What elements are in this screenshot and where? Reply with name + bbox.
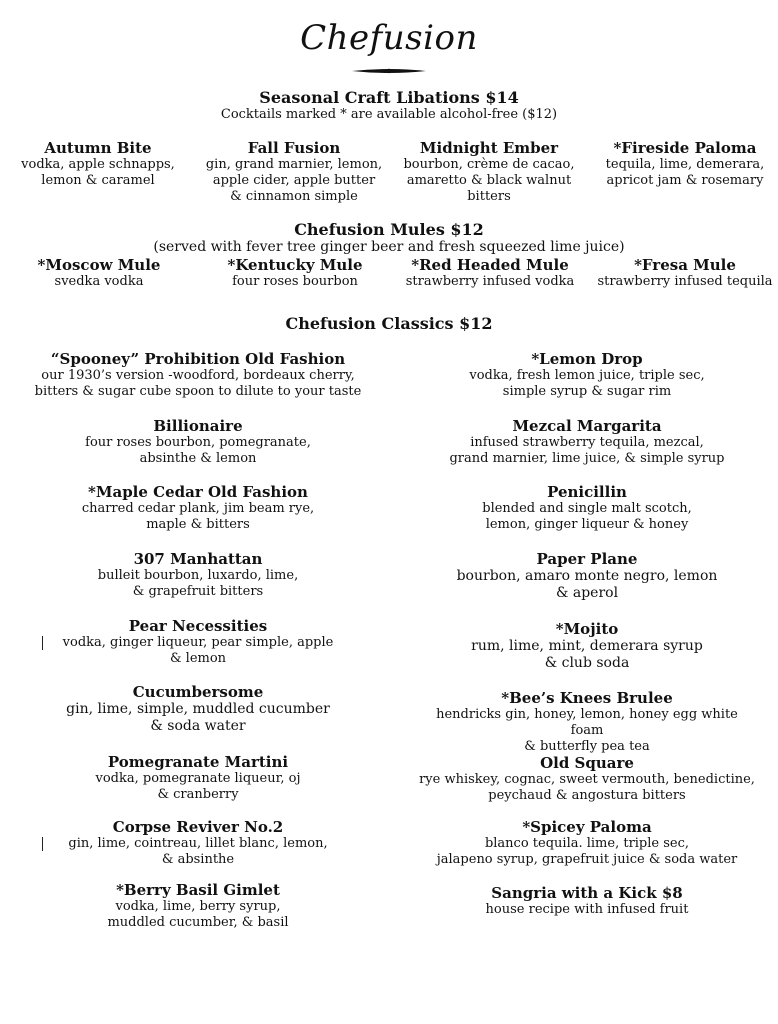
item-name: Corpse Reviver No.2 bbox=[112, 818, 284, 836]
item-desc: maple & bitters bbox=[146, 517, 250, 532]
item-desc: lemon, ginger liqueur & honey bbox=[485, 517, 689, 532]
item-name: *Red Headed Mule bbox=[411, 256, 569, 274]
item-desc: vodka, ginger liqueur, pear simple, apple bbox=[62, 635, 334, 650]
item-desc: jalapeno syrup, grapefruit juice & soda water bbox=[436, 852, 738, 867]
item-name: Midnight Ember bbox=[419, 139, 559, 157]
item-desc: amaretto & black walnut bbox=[406, 173, 572, 188]
item-desc: hendricks gin, honey, lemon, honey egg white foam bbox=[436, 707, 738, 738]
menu-item-bees-knees-brulee bbox=[418, 689, 756, 755]
menu-item-spicey-paloma bbox=[418, 818, 756, 868]
item-name: *Lemon Drop bbox=[531, 350, 643, 368]
item-desc: blanco tequila. lime, triple sec, bbox=[484, 836, 690, 851]
item-desc: vodka, apple schnapps, bbox=[21, 157, 175, 172]
menu-item-lemon-drop bbox=[418, 350, 756, 400]
menu-item-fresa-mule bbox=[597, 256, 773, 290]
item-name: *Moscow Mule bbox=[37, 256, 161, 274]
menu-item-midnight-ember bbox=[400, 139, 578, 205]
item-desc: simple syrup & sugar rim bbox=[502, 384, 672, 399]
item-desc: strawberry infused tequila bbox=[597, 274, 773, 289]
item-desc: gin, lime, simple, muddled cucumber bbox=[66, 701, 330, 717]
item-desc: & cinnamon simple bbox=[230, 189, 358, 204]
menu-item-red-headed-mule bbox=[400, 256, 580, 290]
item-desc: & lemon bbox=[169, 651, 227, 666]
item-desc: infused strawberry tequila, mezcal, bbox=[470, 435, 704, 450]
item-desc: grand marnier, lime juice, & simple syrup bbox=[449, 451, 725, 466]
menu-item-fall-fusion bbox=[199, 139, 389, 205]
item-desc: blended and single malt scotch, bbox=[482, 501, 692, 516]
item-name: Pear Necessities bbox=[128, 617, 268, 635]
menu-item-307-manhattan bbox=[28, 550, 368, 600]
item-name: Old Square bbox=[540, 754, 634, 772]
item-name: Autumn Bite bbox=[44, 139, 152, 157]
item-name: “Spooney” Prohibition Old Fashion bbox=[50, 350, 346, 368]
item-desc: rye whiskey, cognac, sweet vermouth, benedictine, bbox=[419, 772, 755, 787]
item-desc: & soda water bbox=[150, 718, 246, 734]
item-desc: our 1930’s version -woodford, bordeaux cherry, bbox=[41, 368, 355, 383]
classics-title: Chefusion Classics $12 bbox=[285, 314, 493, 333]
item-desc: bitters & sugar cube spoon to dilute to your taste bbox=[34, 384, 362, 399]
item-desc: apple cider, apple butter bbox=[212, 173, 376, 188]
item-desc: apricot jam & rosemary bbox=[606, 173, 764, 188]
item-desc: svedka vodka bbox=[54, 274, 144, 289]
menu-item-mojito bbox=[418, 620, 756, 672]
menu-item-berry-basil-gimlet bbox=[28, 881, 368, 931]
item-desc: bourbon, crème de cacao, bbox=[403, 157, 575, 172]
item-desc: strawberry infused vodka bbox=[405, 274, 575, 289]
menu-item-old-square bbox=[418, 754, 756, 804]
item-name: *Berry Basil Gimlet bbox=[116, 881, 280, 899]
menu-item-spooney-old-fashion bbox=[28, 350, 368, 400]
item-name: Billionaire bbox=[153, 417, 243, 435]
item-desc: & club soda bbox=[544, 655, 630, 671]
item-desc: vodka, pomegranate liqueur, oj bbox=[95, 771, 301, 786]
item-desc: & grapefruit bitters bbox=[132, 584, 264, 599]
menu-item-moscow-mule bbox=[18, 256, 180, 290]
menu-item-maple-cedar-old-fashion bbox=[28, 483, 368, 533]
menu-item-billionaire bbox=[28, 417, 368, 467]
menu-item-paper-plane bbox=[418, 550, 756, 602]
logo: Chefusion bbox=[300, 18, 478, 58]
item-desc: vodka, lime, berry syrup, bbox=[115, 899, 281, 914]
item-name: Penicillin bbox=[547, 483, 627, 501]
item-desc: gin, lime, cointreau, lillet blanc, lemon, bbox=[68, 836, 328, 851]
item-desc: tequila, lime, demerara, bbox=[605, 157, 765, 172]
edit-mark bbox=[42, 837, 43, 851]
menu-item-cucumbersome bbox=[28, 683, 368, 735]
item-desc: & butterfly pea tea bbox=[524, 739, 650, 754]
item-desc: vodka, fresh lemon juice, triple sec, bbox=[469, 368, 705, 383]
item-desc: muddled cucumber, & basil bbox=[107, 915, 289, 930]
item-desc: four roses bourbon bbox=[232, 274, 358, 289]
menu-item-penicillin bbox=[418, 483, 756, 533]
item-name: *Bee’s Knees Brulee bbox=[501, 689, 673, 707]
item-desc: absinthe & lemon bbox=[139, 451, 257, 466]
menu-item-pear-necessities bbox=[28, 617, 368, 667]
item-desc: & cranberry bbox=[157, 787, 239, 802]
item-desc: four roses bourbon, pomegranate, bbox=[85, 435, 311, 450]
logo-flourish bbox=[350, 66, 428, 76]
item-name: Sangria with a Kick $8 bbox=[491, 884, 683, 902]
item-name: 307 Manhattan bbox=[133, 550, 263, 568]
item-desc: bitters bbox=[467, 189, 511, 204]
menu-item-pomegranate-martini bbox=[28, 753, 368, 803]
item-desc: house recipe with infused fruit bbox=[485, 902, 689, 917]
item-desc: & absinthe bbox=[161, 852, 235, 867]
menu-item-fireside-paloma bbox=[597, 139, 773, 189]
item-desc: charred cedar plank, jim beam rye, bbox=[81, 501, 315, 516]
item-name: *Mojito bbox=[555, 620, 619, 638]
menu-item-mezcal-margarita bbox=[418, 417, 756, 467]
seasonal-title: Seasonal Craft Libations $14 bbox=[259, 88, 519, 107]
item-name: Mezcal Margarita bbox=[512, 417, 662, 435]
menu-item-sangria bbox=[418, 884, 756, 918]
item-name: Paper Plane bbox=[536, 550, 638, 568]
item-name: *Maple Cedar Old Fashion bbox=[88, 483, 308, 501]
item-name: Cucumbersome bbox=[132, 683, 264, 701]
item-name: *Fireside Paloma bbox=[613, 139, 757, 157]
menu-item-corpse-reviver bbox=[28, 818, 368, 868]
mules-note: (served with fever tree ginger beer and fresh squeezed lime juice) bbox=[153, 239, 625, 255]
item-name: *Kentucky Mule bbox=[227, 256, 363, 274]
menu-item-kentucky-mule bbox=[215, 256, 375, 290]
item-desc: bourbon, amaro monte negro, lemon bbox=[456, 568, 718, 584]
item-name: *Fresa Mule bbox=[634, 256, 736, 274]
edit-mark bbox=[42, 636, 43, 650]
item-desc: & aperol bbox=[555, 585, 619, 601]
item-name: Fall Fusion bbox=[247, 139, 341, 157]
item-desc: lemon & caramel bbox=[41, 173, 155, 188]
item-desc: peychaud & angostura bitters bbox=[488, 788, 686, 803]
item-desc: gin, grand marnier, lemon, bbox=[205, 157, 383, 172]
menu-item-autumn-bite bbox=[18, 139, 178, 189]
seasonal-note: Cocktails marked * are available alcohol-free ($12) bbox=[220, 107, 558, 122]
item-desc: bulleit bourbon, luxardo, lime, bbox=[97, 568, 299, 583]
item-name: *Spicey Paloma bbox=[522, 818, 652, 836]
item-name: Pomegranate Martini bbox=[107, 753, 289, 771]
item-desc: rum, lime, mint, demerara syrup bbox=[471, 638, 703, 654]
mules-title: Chefusion Mules $12 bbox=[294, 220, 484, 239]
